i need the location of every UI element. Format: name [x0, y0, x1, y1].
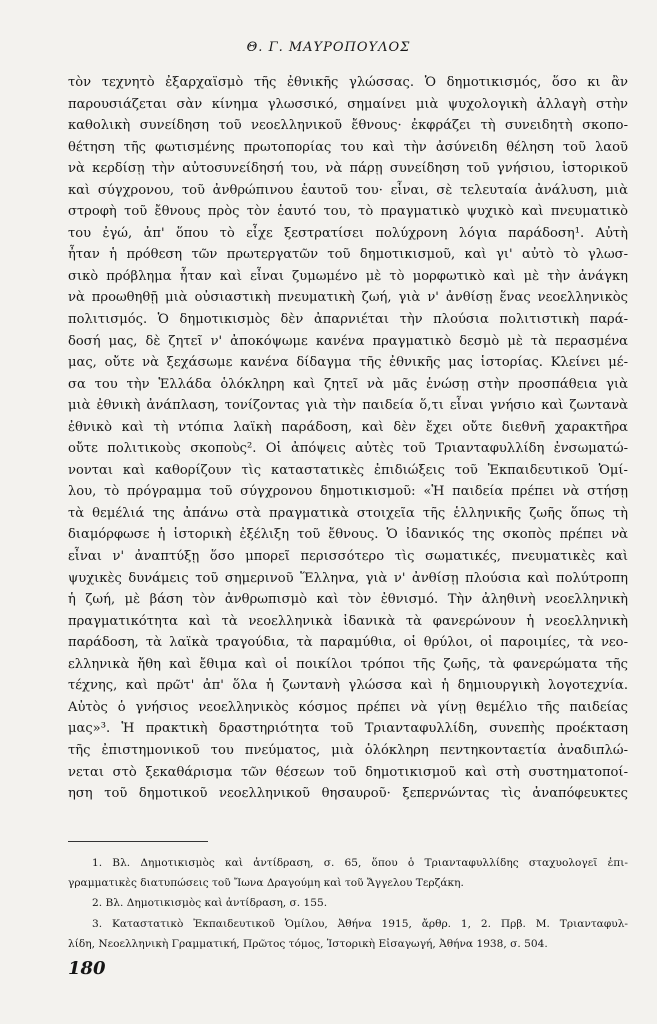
- body-line: σα του τὴν Ἑλλάδα ὁλόκληρη καὶ ζητεῖ νὰ μᾶς ἑνώσῃ στὴν προσπάθεια γιὰ: [68, 376, 628, 392]
- body-line: ηση τοῦ δημοτικοῦ νεοελληνικοῦ θησαυροῦ· ξεπερνώντας τὶς ἀναπόφευκτες: [68, 786, 628, 802]
- body-line: πολιτισμός. Ὁ δημοτικισμὸς δὲν ἀπαρνιέται τὴν πλούσια πολιτιστικὴ παρά-: [68, 312, 628, 328]
- footnote-line: 3. Καταστατικὸ Ἐκπαιδευτικοῦ Ὁμίλου, Ἀθήνα 1915, ἄρθρ. 1, 2. Πρβ. Μ. Τριανταφυλ-: [92, 917, 628, 930]
- running-header: Θ. Γ. ΜΑΥΡΟΠΟΥΛΟΣ: [246, 40, 411, 55]
- body-text: [68, 72, 628, 805]
- body-line: ἐθνικὸ καὶ τὴ ντόπια λαϊκὴ παράδοση, καὶ δὲν ἔχει οὔτε διεθνῆ χαρακτῆρα: [68, 419, 628, 435]
- body-line: δοσή μας, δὲ ζητεῖ ν' ἀποκόψωμε κανένα πραγματικὸ δεσμὸ μὲ τὰ περασμένα: [68, 333, 628, 349]
- body-line: σικὸ πρόβλημα ἦταν καὶ εἶναι ζυμωμένο μὲ τὸ μορφωτικὸ καὶ μὲ τὴν ἀνάγκη: [68, 268, 628, 284]
- footnotes: [68, 853, 628, 954]
- body-line: στροφὴ τοῦ ἔθνους πρὸς τὸν ἑαυτό του, τὸ πραγματικὸ ψυχικὸ καὶ πνευματικὸ: [68, 204, 628, 220]
- body-line: καθολικὴ συνείδηση τοῦ νεοελληνικοῦ ἔθνους· ἐκφράζει τὴ συνειδητὴ σκοπο-: [68, 118, 628, 134]
- footnote-line: 1. Βλ. Δημοτικισμὸς καὶ ἀντίδραση, σ. 65, ὅπου ὁ Τριανταφυλλίδης σταχυολογεῖ ἐπι-: [92, 857, 628, 869]
- body-line: Αὐτὸς ὁ γνήσιος νεοελληνικὸς κόσμος πρέπει νὰ γίνῃ θεμέλιο τῆς παιδείας: [68, 699, 628, 715]
- body-line: διαμόρφωσε ἡ ἱστορικὴ ἐξέλιξη τοῦ ἔθνους. Ὁ ἰδανικός της σκοπὸς πρέπει νὰ: [68, 527, 628, 543]
- body-line: νὰ προωθηθῇ μιὰ οὐσιαστικὴ πνευματικὴ ζωή, γιὰ ν' ἀνθίσῃ ἕνας νεοελληνικὸς: [68, 290, 628, 306]
- body-line: πραγματικότητα καὶ τὰ νεοελληνικὰ ἰδανικὰ τὰ φανερώνουν ἡ νεοελληνικὴ: [68, 613, 628, 629]
- body-line: ἡ ζωή, μὲ βάση τὸν ἀνθρωπισμὸ καὶ τὸν ἐθνισμό. Τὴν ἀληθινὴ νεοελληνικὴ: [68, 592, 628, 608]
- body-line: ψυχικὲς δυνάμεις τοῦ σημερινοῦ Ἕλληνα, γιὰ ν' ἀνθίσῃ πλούσια καὶ πολύτροπη: [68, 570, 628, 586]
- body-line: μιὰ ἐθνικὴ ἀνάπλαση, τονίζοντας γιὰ τὴν παιδεία ὅ,τι εἶναι γνήσιο καὶ ζωντανὰ: [68, 398, 628, 414]
- body-line: μας, οὔτε νὰ ξεχάσωμε κανένα δίδαγμα τῆς ἐθνικῆς μας ἱστορίας. Κλείνει μέ-: [68, 355, 628, 371]
- body-line: παρουσιάζεται σὰν κίνημα γλωσσικό, σημαίνει μιὰ ψυχολογικὴ ἀλλαγὴ στὴν: [68, 96, 628, 112]
- body-line: νονται καὶ καθορίζουν τὶς καταστατικὲς ἐπιδιώξεις τοῦ Ἐκπαιδευτικοῦ Ὁμί-: [68, 462, 628, 478]
- footnote-line: γραμματικὲς διατυπώσεις τοῦ Ἴωνα Δραγούμη καὶ τοῦ Ἄγγελου Τερζάκη.: [68, 877, 464, 890]
- body-line: ἦταν ἡ πρόθεση τῶν πρωτεργατῶν τοῦ δημοτικισμοῦ, καὶ γι' αὐτὸ τὸ γλωσ-: [68, 247, 628, 263]
- footnote-divider: [68, 841, 208, 842]
- body-line: παράδοση, τὰ λαϊκὰ τραγούδια, τὰ παραμύθια, οἱ θρύλοι, οἱ παροιμίες, τὰ νεο-: [68, 635, 628, 651]
- body-line: νὰ κερδίσῃ τὴν αὐτοσυνείδησή του, νὰ πάρῃ συνείδηση τοῦ γνήσιου, ἱστορικοῦ: [68, 161, 628, 177]
- body-line: λου, τὸ πρόγραμμα τοῦ σύγχρονου δημοτικισμοῦ: «Ἡ παιδεία πρέπει νὰ στήσῃ: [68, 484, 628, 500]
- body-line: ελληνικὰ ἤθη καὶ ἔθιμα καὶ οἱ ποικίλοι τρόποι τῆς ζωῆς, τὰ φανερώματα τῆς: [68, 656, 628, 672]
- page-number: 180: [68, 958, 106, 979]
- footnote-line: λίδη, Νεοελληνικὴ Γραμματική, Πρῶτος τόμος, Ἱστορικὴ Εἰσαγωγή, Ἀθήνα 1938, σ. 504.: [68, 937, 548, 950]
- body-line: καὶ σύγχρονου, τοῦ ἀνθρώπινου ἑαυτοῦ του· εἶναι, σὲ τελευταία ἀνάλυση, μιὰ: [68, 182, 628, 198]
- body-line: νεται στὸ ξεκαθάρισμα τῶν θέσεων τοῦ δημοτικισμοῦ καὶ στὴ συστηματοποί-: [68, 764, 628, 780]
- body-line: τῆς ἐπιστημονικοῦ του πνεύματος, μιὰ ὁλόκληρη πεντηκονταετία ἀναδιπλώ-: [68, 742, 628, 758]
- body-line: τὰ θεμέλιά της ἀπάνω στὰ πραγματικὰ στοιχεῖα τῆς ἑλληνικῆς ζωῆς ὅπως τὴ: [68, 505, 628, 521]
- body-line: μας»³. Ἡ πρακτικὴ δραστηριότητα τοῦ Τριανταφυλλίδη, συνεπὴς προέκταση: [68, 721, 628, 737]
- body-line: του ἐγώ, ἀπ' ὅπου τὸ εἶχε ξεστρατίσει πολύχρονη λόγια παράδοση¹. Αὐτὴ: [68, 225, 628, 241]
- body-line: εἶναι ν' ἀναπτύξῃ ὅσο μπορεῖ περισσότερο τὶς σωματικές, πνευματικὲς καὶ: [68, 549, 628, 565]
- footnote-line: 2. Βλ. Δημοτικισμὸς καὶ ἀντίδραση, σ. 155.: [92, 897, 328, 910]
- body-line: τὸν τεχνητὸ ἐξαρχαϊσμὸ τῆς ἐθνικῆς γλώσσας. Ὁ δημοτικισμός, ὅσο κι ἂν: [68, 75, 628, 90]
- body-line: θέτηση τῆς φωτισμένης πρωτοπορίας του καὶ τὴν ἀσύνειδη θέληση τοῦ λαοῦ: [68, 139, 628, 155]
- body-line: οὔτε πολιτικοὺς σκοποὺς². Οἱ ἀπόψεις αὐτὲς τοῦ Τριανταφυλλίδη ἐνσωματώ-: [68, 441, 628, 457]
- body-line: τέχνης, καὶ πρῶτ' ἀπ' ὅλα ἡ ζωντανὴ γλώσσα καὶ ἡ δημιουργικὴ λογοτεχνία.: [68, 678, 628, 694]
